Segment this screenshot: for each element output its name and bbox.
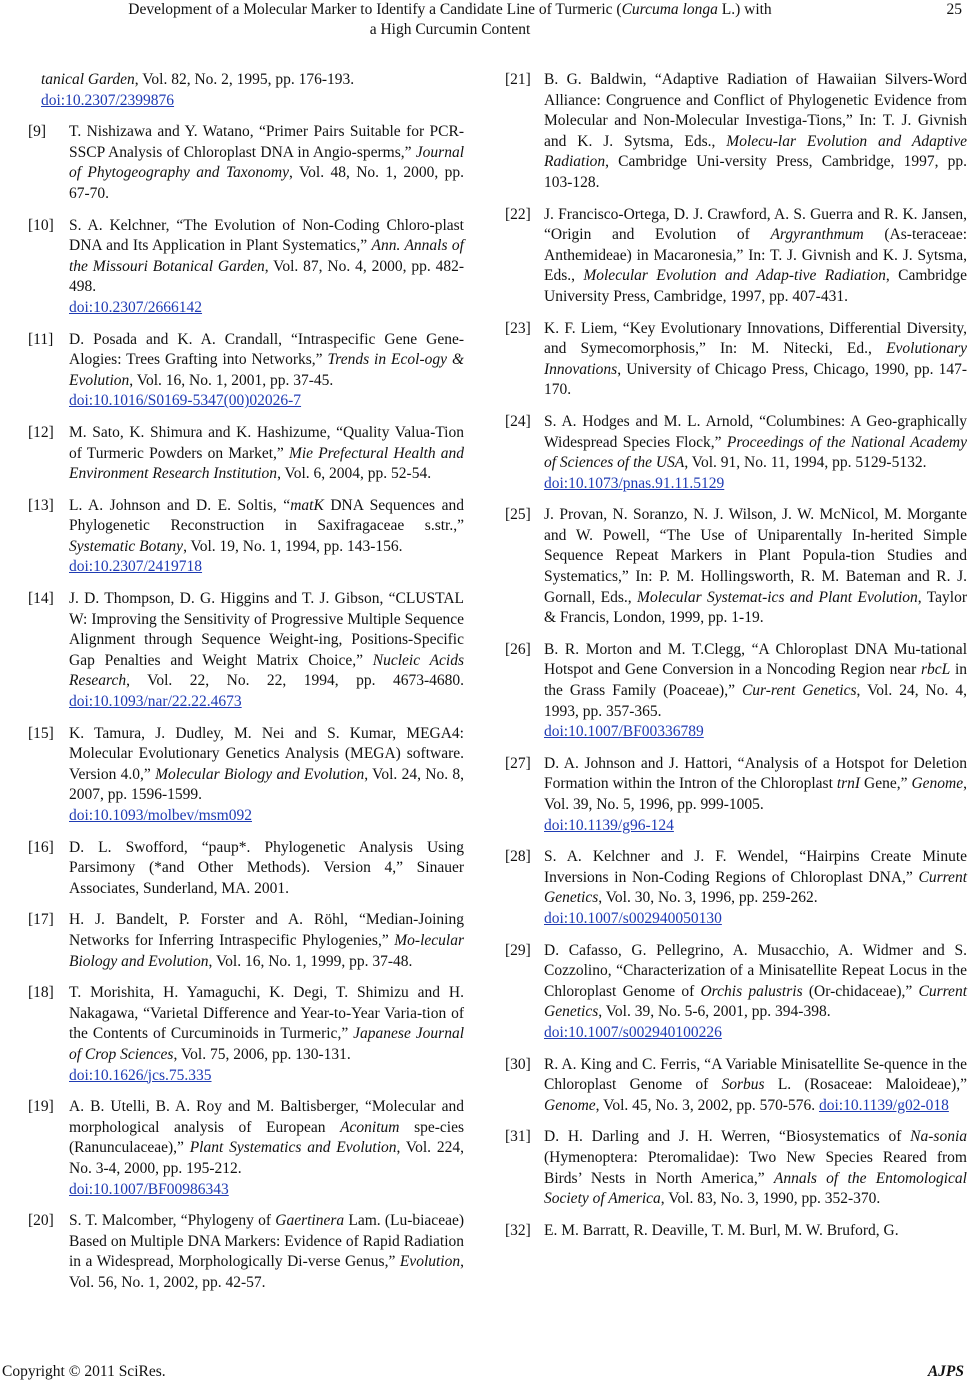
reference-number: [11] (28, 330, 54, 348)
reference-20: [20] S. T. Malcomber, “Phylogeny of Gaertinera Lam. (Lu-biaceae) Based on Multiple DNA Markers: Evidence of Rapid Radiation in a Widespread, Morphologically Di-verse Genus,” Evolution, Vol. 56, No. 1, 2002, pp. 42-57. (28, 1211, 464, 1293)
reference-12: [12] M. Sato, K. Shimura and K. Hashizume, “Quality Valua-Tion of Turmeric Powders on Market,” Mie Prefectural Health and Environment Research Institution, Vol. 6, 2004, pp. 52-54. (28, 423, 464, 485)
page-header (0, 0, 968, 46)
reference-number: [27] (505, 754, 531, 772)
reference-10: [10] S. A. Kelchner, “The Evolution of Non-Coding Chloro-plast DNA and Its Application in Plant Systematics,” Ann. Annals of the Missouri Botanical Garden, Vol. 87, No. 4, 2000, pp. 482-498. doi:10.2307/2666142 (28, 216, 464, 319)
reference-number: [28] (505, 848, 531, 866)
reference-number: [31] (505, 1128, 531, 1146)
reference-number: [15] (28, 724, 54, 742)
reference-number: [14] (28, 590, 54, 608)
reference-number: [9] (28, 123, 47, 141)
doi-link[interactable]: doi:10.1007/s002940100226 (544, 1023, 722, 1041)
reference-number: [30] (505, 1055, 531, 1073)
running-title (60, 0, 840, 40)
reference-14: [14] J. D. Thompson, D. G. Higgins and T. J. Gibson, “CLUSTAL W: Improving the Sensitivity of Progressive Multiple Sequence Alignment through Sequence Weight-ing, Positions-Specific Gap Penalties and Weight Matrix Choice,” Nucleic Acids Research, Vol. 22, No. 22, 1994, pp. 4673-4680. doi:10.1093/nar/22.22.4673 (28, 589, 464, 713)
reference-29: [29] D. Cafasso, G. Pellegrino, A. Musacchio, A. Widmer and S. Cozzolino, “Characterization of a Minisatellite Repeat Locus in the Chloroplast Genome of Orchis palustris (Or-chidaceae),” Current Genetics, Vol. 39, No. 5-6, 2001, pp. 394-398. doi:10.1007/s002940100226 (505, 941, 967, 1044)
reference-16: [16] D. L. Swofford, “paup*. Phylogenetic Analysis Using Parsimony (*and Other Methods). Version 4,” Sinauer Associates, Sunderland, MA. 2001. (28, 838, 464, 900)
doi-link[interactable]: doi:10.1073/pnas.91.11.5129 (544, 474, 725, 492)
reference-19: [19] A. B. Utelli, B. A. Roy and M. Baltisberger, “Molecular and morphological analysis of European Aconitum spe-cies (Ranunculaceae),” Plant Systematics and Evolution, Vol. 224, No. 3-4, 2000, pp. 195-212. doi:10.1007/BF00986343 (28, 1097, 464, 1200)
reference-28: [28] S. A. Kelchner and J. F. Wendel, “Hairpins Create Minute Inversions in Non-Coding Regions of Chloroplast DNA,” Current Genetics, Vol. 30, No. 3, 1996, pp. 259-262. doi:10.1007/s002940050130 (505, 847, 967, 929)
reference-13: [13] L. A. Johnson and D. E. Soltis, “matK DNA Sequences and Phylogenetic Reconstruction in Saxifragaceae s.str.,” Systematic Botany, Vol. 19, No. 1, 1994, pp. 143-156. doi:10.2307/2419718 (28, 496, 464, 578)
reference-number: [32] (505, 1221, 531, 1239)
doi-link[interactable]: doi:10.1007/BF00336789 (544, 723, 704, 741)
reference-21: [21] B. G. Baldwin, “Adaptive Radiation of Hawaiian Silvers-Word Alliance: Congruence and Conflict of Phylogenetic Evidence from Molecular and Non-Molecular Investiga-Tions,” In: T. J. Givnish and K. J. Sytsma, Eds., Molecu-lar Evolution and Adaptive Radiation, Cambridge Uni-versity Press, Cambridge, 1997, pp. 103-128. (505, 70, 967, 194)
reference-number: [24] (505, 412, 531, 430)
reference-8-continued: tanical Garden, Vol. 82, No. 2, 1995, pp. 176-193. doi:10.2307/2399876 (28, 70, 464, 111)
doi-link[interactable]: doi:10.2307/2419718 (69, 558, 203, 576)
reference-18: [18] T. Morishita, H. Yamaguchi, K. Degi, T. Shimizu and H. Nakagawa, “Varietal Difference and Year-to-Year Varia-tion of the Contents of Curcuminoids in Turmeric,” Japanese Journal of Crop Sciences, Vol. 75, 2006, pp. 130-131. doi:10.1626/jcs.75.335 (28, 983, 464, 1086)
reference-9: [9] T. Nishizawa and Y. Watano, “Primer Pairs Suitable for PCR-SSCP Analysis of Chloroplast DNA in Angio-sperms,” Journal of Phytogeography and Taxonomy, Vol. 48, No. 1, 2000, pp. 67-70. (28, 122, 464, 204)
journal-abbreviation: AJPS (927, 1363, 964, 1380)
reference-27: [27] D. A. Johnson and J. Hattori, “Analysis of a Hotspot for Deletion Formation within the Intron of the Chloroplast trnI Gene,” Genome, Vol. 39, No. 5, 1996, pp. 999-1005. doi:10.1139/g96-124 (505, 754, 967, 836)
reference-17: [17] H. J. Bandelt, P. Forster and A. Röhl, “Median-Joining Networks for Inferring Intraspecific Phylogenies,” Mo-lecular Biology and Evolution, Vol. 16, No. 1, 1999, pp. 37-48. (28, 910, 464, 972)
doi-link[interactable]: doi:10.2307/2399876 (41, 91, 175, 109)
reference-number: [22] (505, 205, 531, 223)
reference-number: [18] (28, 984, 54, 1002)
doi-link[interactable]: doi:10.1007/s002940050130 (544, 909, 722, 927)
doi-link[interactable]: doi:10.1626/jcs.75.335 (69, 1066, 212, 1084)
doi-link[interactable]: doi:10.1139/g96-124 (544, 816, 674, 834)
reference-number: [10] (28, 216, 54, 234)
reference-30: [30] R. A. King and C. Ferris, “A Variable Minisatellite Se-quence in the Chloroplast Genome of Sorbus L. (Rosaceae: Maloideae),” Genome, Vol. 45, No. 3, 2002, pp. 570-576. doi:10.1139/g02-018 (505, 1055, 967, 1117)
reference-number: [13] (28, 496, 54, 514)
reference-number: [20] (28, 1212, 54, 1230)
reference-25: [25] J. Provan, N. Soranzo, N. J. Wilson, J. W. McNicol, M. Morgante and W. Powell, “The Use of Uniparentally In-herited Simple Sequence Repeat Markers in Plant Popula-tion Studies and Systematics,” In: P. M. Hollingsworth, R. M. Bateman and R. J. Gornall, Eds., Molecular Systemat-ics and Plant Evolution, Taylor & Francis, London, 1999, pp. 1-19. (505, 505, 967, 629)
reference-number: [29] (505, 941, 531, 959)
reference-23: [23] K. F. Liem, “Key Evolutionary Innovations, Differential Diversity, and Symecomorphosis,” In: M. Nitecki, Ed., Evolutionary Innovations, University of Chicago Press, Chicago, 1990, pp. 147-170. (505, 319, 967, 401)
reference-22: [22] J. Francisco-Ortega, D. J. Crawford, A. S. Guerra and R. K. Jansen, “Origin and Evolution of Argyranthmum (As-teraceae: Anthemideae) in Macaronesia,” In: T. J. Givnish and K. J. Sytsma, Eds., Molecular Evolution and Adap-tive Radiation, Cambridge University Press, Cambridge, 1997, pp. 407-431. (505, 205, 967, 308)
doi-link[interactable]: doi:10.1016/S0169-5347(00)02026-7 (69, 392, 302, 410)
reference-number: [19] (28, 1098, 54, 1116)
page-number: 25 (946, 1, 962, 18)
copyright-notice: Copyright © 2011 SciRes. (2, 1363, 166, 1380)
reference-number: [21] (505, 71, 531, 88)
reference-number: [17] (28, 911, 54, 929)
reference-31: [31] D. H. Darling and J. H. Werren, “Biosystematics of Na-sonia (Hymenoptera: Pteromalidae): Two New Species Reared from Birds’ Nests in North America,” Annals of the Entomological Society of America, Vol. 83, No. 3, 1990, pp. 352-370. (505, 1127, 967, 1209)
reference-number: [12] (28, 423, 54, 441)
reference-24: [24] S. A. Hodges and M. L. Arnold, “Columbines: A Geo-graphically Widespread Species Flock,” Proceedings of the National Academy of Sciences of the USA, Vol. 91, No. 11, 1994, pp. 5129-5132. doi:10.1073/pnas.91.11.5129 (505, 412, 967, 494)
reference-number: [25] (505, 506, 531, 524)
doi-link[interactable]: doi:10.1093/nar/22.22.4673 (69, 693, 242, 711)
reference-11: [11] D. Posada and K. A. Crandall, “Intraspecific Gene Gene-Alogies: Trees Grafting into Networks,” Trends in Ecol-ogy & Evolution, Vol. 16, No. 1, 2001, pp. 37-45. doi:10.1016/S0169-5347(00)02026-7 (28, 330, 464, 412)
reference-26: [26] B. R. Morton and M. T.Clegg, “A Chloroplast DNA Mu-tational Hotspot and Gene Conversion in a Noncoding Region near rbcL in the Grass Family (Poaceae),” Cur-rent Genetics, Vol. 24, No. 4, 1993, pp. 357-365. doi:10.1007/BF00336789 (505, 640, 967, 743)
running-title-line2: a High Curcumin Content (369, 21, 531, 38)
reference-32: [32] E. M. Barratt, R. Deaville, T. M. Burl, M. W. Bruford, G. (505, 1221, 967, 1242)
reference-number: [16] (28, 838, 54, 856)
reference-number: [23] (505, 319, 531, 337)
references-right-column (505, 70, 967, 1252)
references-left-column (28, 70, 464, 1304)
doi-link[interactable]: doi:10.1139/g02-018 (818, 1096, 949, 1114)
running-title-line1: Development of a Molecular Marker to Identify a Candidate Line of Turmeric (Curcuma longa L.) with (128, 1, 772, 18)
doi-link[interactable]: doi:10.2307/2666142 (69, 298, 203, 316)
reference-15: [15] K. Tamura, J. Dudley, M. Nei and S. Kumar, MEGA4: Molecular Evolutionary Genetics Analysis (MEGA) software. Version 4.0,” Molecular Biology and Evolution, Vol. 24, No. 8, 2007, pp. 1596-1599. doi:10.1093/molbev/msm092 (28, 724, 464, 827)
reference-number: [26] (505, 640, 531, 658)
doi-link[interactable]: doi:10.1007/BF00986343 (69, 1180, 229, 1198)
doi-link[interactable]: doi:10.1093/molbev/msm092 (69, 807, 252, 824)
